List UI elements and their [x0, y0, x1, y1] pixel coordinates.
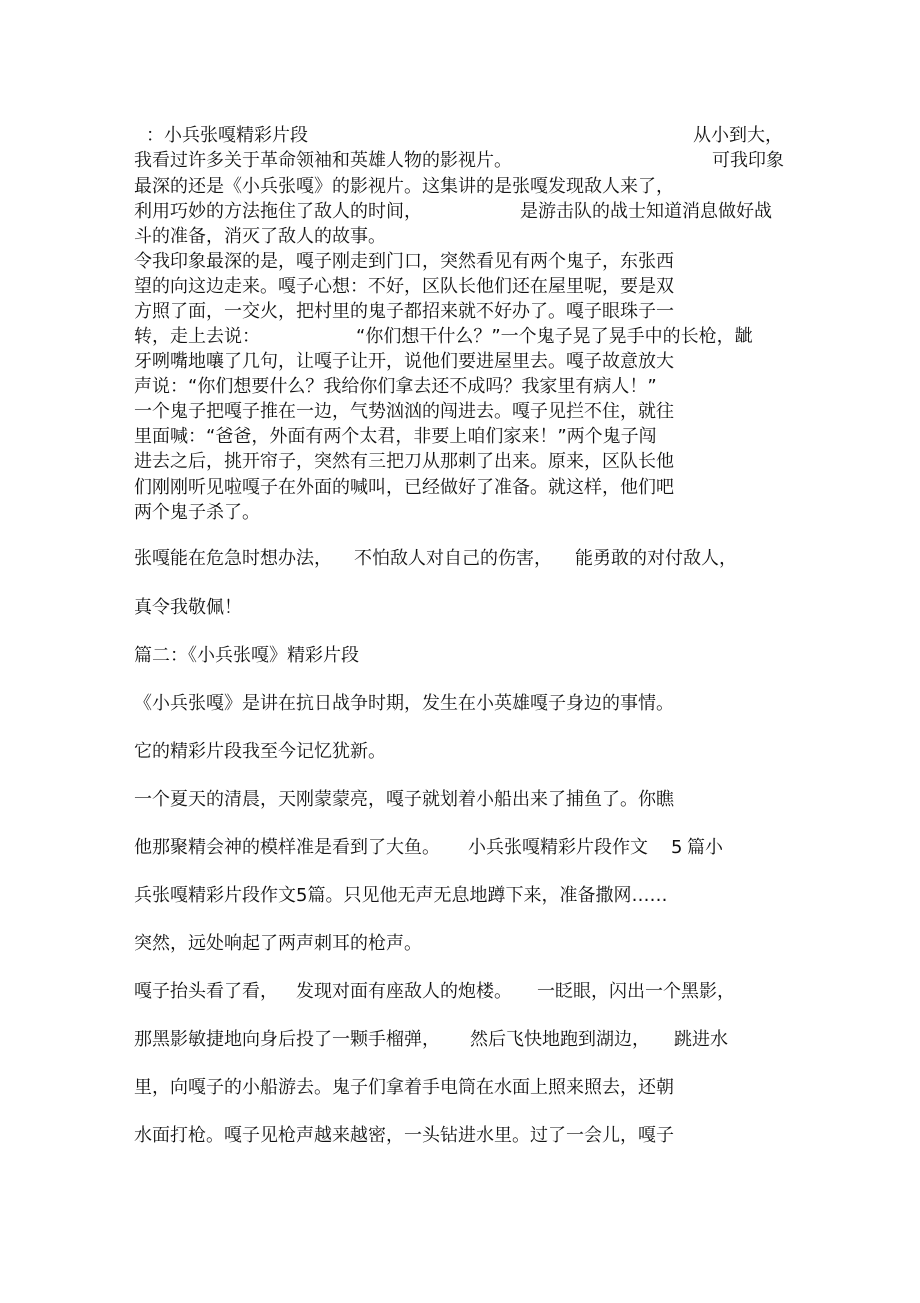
text-segment: 两个鬼子杀了。: [134, 502, 260, 523]
text-line: [0, 740, 920, 764]
text-line: [0, 476, 920, 500]
text-segment: 真令我敬佩！: [134, 597, 242, 618]
text-line: [0, 1028, 920, 1052]
text-segment: 突然，远处响起了两声刺耳的枪声。: [134, 933, 422, 954]
text-segment: 利用巧妙的方法拖住了敌人的时间，: [134, 201, 422, 222]
text-segment: 斗的准备，消灭了敌人的故事。: [134, 226, 386, 247]
text-line: [0, 980, 920, 1004]
text-segment: 能勇敢的对付敌人，: [575, 548, 737, 569]
text-line: [0, 836, 920, 860]
text-segment: 嘎子抬头看了看，: [134, 981, 278, 1002]
text-segment: 从小到大，: [693, 125, 783, 146]
text-segment: 进去之后，挑开帘子，突然有三把刀从那刺了出来。原来，区队长他: [134, 451, 674, 472]
text-line: [0, 175, 920, 199]
text-segment: 发现对面有座敌人的炮楼。: [296, 981, 512, 1002]
text-line: [0, 501, 920, 525]
text-segment: 里面喊：“爸爸，外面有两个太君，非要上咱们家来！”两个鬼子闯: [134, 426, 657, 447]
text-line: [0, 425, 920, 449]
text-line: [0, 275, 920, 299]
text-segment: 5: [671, 837, 683, 858]
text-segment: 水面打枪。嘎子见枪声越来越密，一头钻进水里。过了一会儿，嘎子: [134, 1125, 674, 1146]
text-line: [0, 200, 920, 224]
text-line: [0, 375, 920, 399]
text-segment: 是游击队的战士知道消息做好战: [520, 201, 772, 222]
text-segment: 兵张嘎精彩片段作文5篇。只见他无声无息地蹲下来，准备撒网……: [134, 885, 668, 906]
text-line: [0, 1124, 920, 1148]
text-line: [0, 788, 920, 812]
text-segment: 它的精彩片段我至今记忆犹新。: [134, 741, 386, 762]
text-line: [0, 250, 920, 274]
text-segment: 篇二：《小兵张嘎》精彩片段: [134, 645, 359, 666]
text-segment: 跳进水: [674, 1029, 728, 1050]
text-segment: 里，向嘎子的小船游去。鬼子们拿着手电筒在水面上照来照去，还朝: [134, 1077, 674, 1098]
text-segment: ：小兵张嘎精彩片段: [146, 125, 308, 146]
text-segment: 不怕敌人对自己的伤害，: [354, 548, 552, 569]
text-segment: 《小兵张嘎》是讲在抗日战争时期，发生在小英雄嘎子身边的事情。: [134, 693, 674, 714]
text-segment: 一眨眼，闪出一个黑影，: [537, 981, 735, 1002]
text-segment: 篇小: [687, 837, 723, 858]
text-line: [0, 225, 920, 249]
text-line: [0, 300, 920, 324]
text-segment: 牙咧嘴地嚷了几句，让嘎子让开，说他们要进屋里去。嘎子故意放大: [134, 351, 674, 372]
text-line: [0, 932, 920, 956]
text-line: [0, 149, 920, 173]
text-line: [0, 644, 920, 668]
text-segment: “你们想干什么？”一个鬼子晃了晃手中的长枪，龇: [356, 326, 753, 347]
text-segment: 一个鬼子把嘎子推在一边，气势汹汹的闯进去。嘎子见拦不住，就往: [134, 401, 674, 422]
text-line: [0, 450, 920, 474]
text-line: [0, 350, 920, 374]
text-line: [0, 692, 920, 716]
text-segment: 们刚刚听见啦嘎子在外面的喊叫，已经做好了准备。就这样，他们吧: [134, 477, 674, 498]
text-segment: 令我印象最深的是，嘎子刚走到门口，突然看见有两个鬼子，东张西: [134, 251, 674, 272]
text-segment: 望的向这边走来。嘎子心想：不好，区队长他们还在屋里呢，要是双: [134, 276, 674, 297]
text-line: [0, 884, 920, 908]
text-line: [0, 596, 920, 620]
text-segment: 我看过许多关于革命领袖和英雄人物的影视片。: [134, 150, 512, 171]
text-segment: 小兵张嘎精彩片段作文: [468, 837, 648, 858]
text-segment: 最深的还是《小兵张嘎》的影视片。这集讲的是张嘎发现敌人来了，: [134, 176, 674, 197]
text-segment: 然后飞快地跑到湖边，: [470, 1029, 650, 1050]
text-segment: 他那聚精会神的模样准是看到了大鱼。: [134, 837, 440, 858]
text-line: [0, 400, 920, 424]
text-segment: 声说：“你们想要什么？我给你们拿去还不成吗？我家里有病人！”: [134, 376, 657, 397]
text-segment: 一个夏天的清晨，天刚蒙蒙亮，嘎子就划着小船出来了捕鱼了。你瞧: [134, 789, 674, 810]
text-segment: 那黑影敏捷地向身后投了一颗手榴弹，: [134, 1029, 440, 1050]
text-segment: 方照了面，一交火，把村里的鬼子都招来就不好办了。嘎子眼珠子一: [134, 301, 674, 322]
text-line: [0, 547, 920, 571]
text-segment: 可我印象: [712, 150, 784, 171]
text-line: [0, 325, 920, 349]
text-segment: 转，走上去说：: [134, 326, 260, 347]
text-line: [0, 1076, 920, 1100]
text-line: [0, 124, 920, 148]
text-segment: 张嘎能在危急时想办法，: [134, 548, 332, 569]
